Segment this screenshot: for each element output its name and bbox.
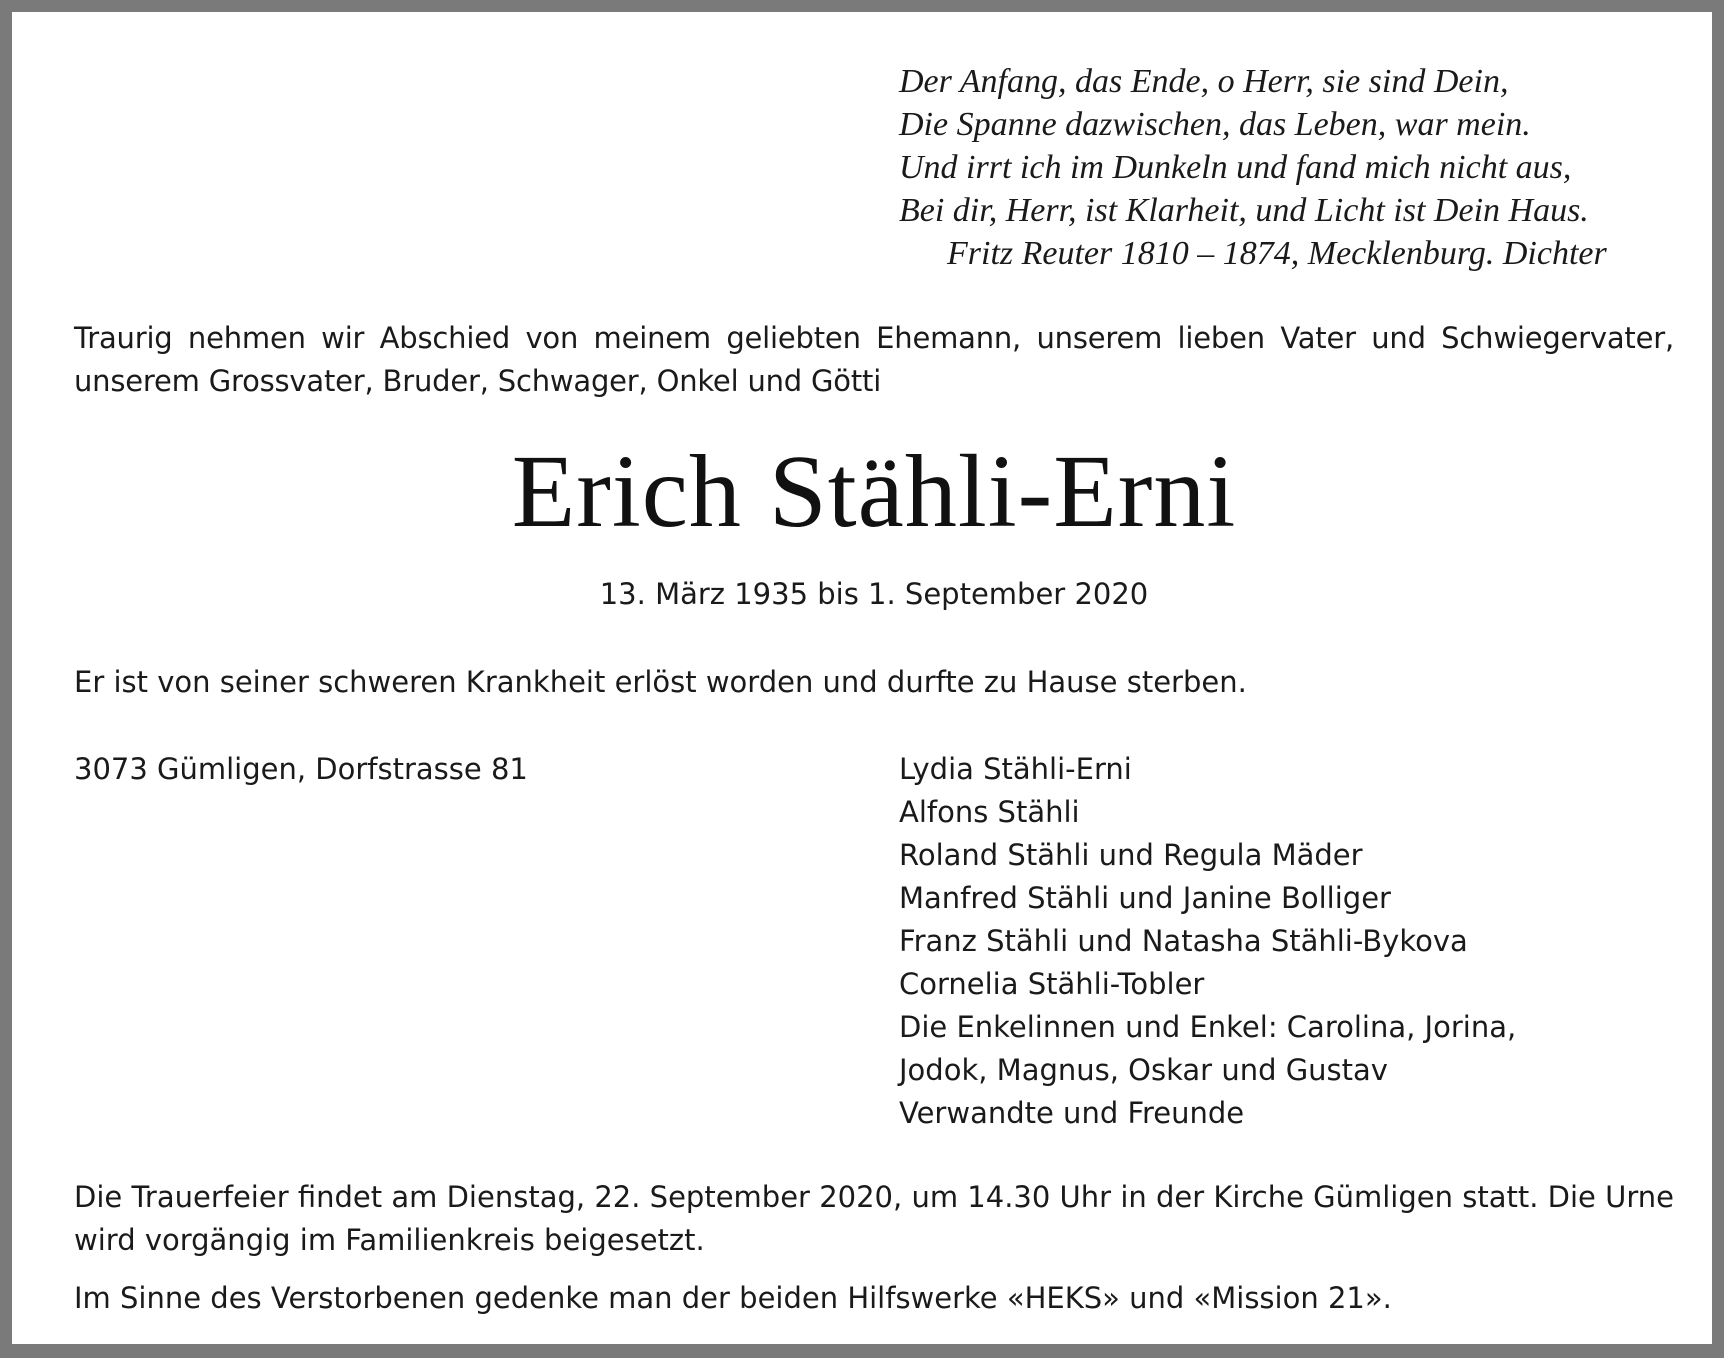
intro-line: Traurig nehmen wir Abschied von meinem geliebten Ehemann, unserem lieben Vater und Schwiegervater, xyxy=(74,321,1674,355)
mourner-item: Lydia Stähli-Erni xyxy=(899,752,1132,786)
poem-line: Und irrt ich im Dunkeln und fand mich nicht aus, xyxy=(899,149,1572,186)
mourner-item: Verwandte und Freunde xyxy=(899,1096,1245,1130)
ceremony-line: wird vorgängig im Familienkreis beigesetzt. xyxy=(74,1223,705,1257)
poem-block xyxy=(899,60,1659,275)
mourner-item: Die Enkelinnen und Enkel: Carolina, Jorina, xyxy=(899,1010,1517,1044)
mourner-item: Manfred Stähli und Janine Bolliger xyxy=(899,881,1391,915)
life-dates: 13. März 1935 bis 1. September 2020 xyxy=(599,577,1149,611)
donation-text: Im Sinne des Verstorbenen gedenke man der beiden Hilfswerke «HEKS» und «Mission 21». xyxy=(74,1281,1392,1315)
mourner-item: Alfons Stähli xyxy=(899,795,1080,829)
poem-attribution: Fritz Reuter 1810 – 1874, Mecklenburg. Dichter xyxy=(947,235,1607,272)
statement-text: Er ist von seiner schweren Krankheit erlöst worden und durfte zu Hause sterben. xyxy=(74,665,1247,699)
intro-line: unserem Grossvater, Bruder, Schwager, Onkel und Götti xyxy=(74,364,882,398)
ceremony-text xyxy=(74,1176,1674,1262)
mourner-item: Franz Stähli und Natasha Stähli-Bykova xyxy=(899,924,1468,958)
mourner-item: Jodok, Magnus, Oskar und Gustav xyxy=(899,1053,1388,1087)
intro-text xyxy=(74,317,1674,403)
address-text: 3073 Gümligen, Dorfstrasse 81 xyxy=(74,752,528,786)
deceased-name: Erich Stähli-Erni xyxy=(511,434,1237,549)
poem-line: Bei dir, Herr, ist Klarheit, und Licht ist Dein Haus. xyxy=(899,192,1589,229)
mourner-item: Cornelia Stähli-Tobler xyxy=(899,967,1205,1001)
ceremony-line: Die Trauerfeier findet am Dienstag, 22. September 2020, um 14.30 Uhr in der Kirche Gümligen statt. Die Urne xyxy=(74,1180,1674,1214)
mourners-list xyxy=(899,748,1659,1135)
poem-line: Die Spanne dazwischen, das Leben, war mein. xyxy=(899,106,1531,143)
poem-line: Der Anfang, das Ende, o Herr, sie sind Dein, xyxy=(899,63,1509,100)
mourner-item: Roland Stähli und Regula Mäder xyxy=(899,838,1363,872)
